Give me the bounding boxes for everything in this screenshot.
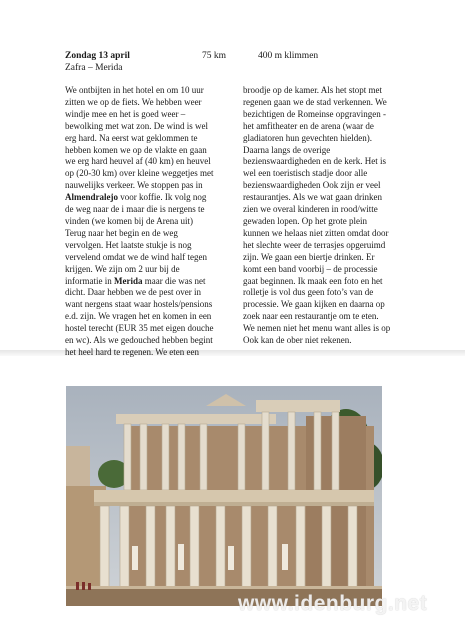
- text-line: [243, 133, 395, 145]
- text-fragment: het amfitheater en de arena (waar de: [243, 120, 374, 131]
- text-line: [243, 204, 395, 216]
- text-fragment: broodje op de kamer. Als het stopt met: [243, 85, 382, 95]
- place-name: Merida: [114, 275, 143, 286]
- text-line: [65, 252, 217, 264]
- text-fragment: en wc). Als we gedouched hebben begint: [65, 335, 213, 346]
- text-line: [243, 109, 395, 121]
- text-fragment: krijgen. We zijn om 2 uur bij de: [65, 263, 180, 274]
- text-line: [65, 287, 217, 299]
- text-fragment: restaurantjes. Als we wat gaan drinken: [243, 192, 382, 203]
- text-line: [65, 168, 217, 180]
- text-line: [65, 276, 217, 288]
- text-line: [243, 287, 395, 299]
- text-fragment: Ook kan de ober niet rekenen.: [243, 335, 352, 346]
- text-column-right: [243, 85, 395, 347]
- header-climb: 400 m klimmen: [258, 51, 319, 61]
- text-fragment: e.d. zijn. We vragen het en komen in een: [65, 311, 212, 322]
- text-fragment: Daarna langs de overige: [243, 144, 331, 155]
- text-line: [65, 204, 217, 216]
- text-line: [243, 264, 395, 276]
- text-line: [243, 311, 395, 323]
- text-line: [243, 168, 395, 180]
- text-fragment: vervolgen. Het laatste stukje is nog: [65, 239, 192, 250]
- text-line: [243, 299, 395, 311]
- text-fragment: op (20-30 km) over kleine weggetjes met: [65, 168, 214, 179]
- text-line: [65, 216, 217, 228]
- text-column-left: [65, 85, 217, 359]
- header-date: Zondag 13 april: [65, 51, 130, 61]
- text-line: [65, 145, 217, 157]
- text-fragment: voor koffie. Ik volg nog: [118, 192, 207, 203]
- text-fragment: we erg hard heuvel af (40 km) en heuvel: [65, 156, 211, 167]
- place-name: Almendralejo: [65, 192, 118, 203]
- text-line: [65, 264, 217, 276]
- text-line: [65, 85, 217, 97]
- header-route: Zafra – Merida: [65, 63, 123, 73]
- text-fragment: zitten we op de fiets. We hebben weer: [65, 96, 202, 107]
- text-fragment: zien we overal kinderen in rood/witte: [243, 204, 378, 215]
- text-line: [65, 192, 217, 204]
- text-fragment: dicht. Daar hebben we de pest over in: [65, 287, 201, 298]
- text-line: [243, 192, 395, 204]
- text-fragment: zoek naar een restaurantje om te eten.: [243, 311, 379, 322]
- text-fragment: rolletje is vol dus geen foto’s van de: [243, 287, 374, 298]
- text-line: [243, 156, 395, 168]
- text-line: [65, 347, 217, 359]
- text-fragment: gewaden lopen. Op het grote plein: [243, 215, 367, 226]
- text-fragment: het slechte weer de terrasjes opgeruimd: [243, 239, 386, 250]
- text-line: [65, 180, 217, 192]
- text-line: [243, 276, 395, 288]
- text-fragment: vervelend omdat we de wind half tegen: [65, 251, 207, 262]
- text-line: [65, 335, 217, 347]
- text-fragment: het heel hard te regenen. We eten een: [65, 346, 200, 357]
- text-fragment: hebben komen we op de vlakte en gaan: [65, 144, 207, 155]
- text-line: [65, 323, 217, 335]
- text-fragment: We nemen niet het menu want alles is op: [243, 323, 391, 334]
- text-line: [65, 228, 217, 240]
- text-fragment: want nergens staat waar hostels/pensions: [65, 299, 213, 310]
- text-fragment: wel een toeristisch stadje door alle: [243, 168, 368, 179]
- text-line: [65, 109, 217, 121]
- text-fragment: We ontbijten in het hotel en om 10 uur: [65, 85, 204, 95]
- roman-theatre-photo: [66, 386, 382, 606]
- text-line: [243, 252, 395, 264]
- text-line: [243, 121, 395, 133]
- text-fragment: hostel terecht (EUR 35 met eigen douche: [65, 323, 214, 334]
- watermark: www.idenburg.net: [238, 592, 428, 615]
- text-line: [243, 335, 395, 347]
- text-fragment: Terug naar het begin en de weg: [65, 227, 178, 238]
- roman-theatre-illustration: [66, 386, 382, 606]
- text-line: [243, 240, 395, 252]
- text-fragment: nauwelijks verkeer. We stoppen pas in: [65, 180, 203, 191]
- text-line: [65, 156, 217, 168]
- text-fragment: informatie in: [65, 275, 114, 286]
- header-distance: 75 km: [202, 51, 227, 61]
- text-line: [243, 216, 395, 228]
- text-line: [65, 299, 217, 311]
- text-fragment: windje mee en het is goed weer –: [65, 108, 186, 119]
- text-fragment: kunnen we helaas niet zitten omdat door: [243, 227, 389, 238]
- text-line: [65, 133, 217, 145]
- text-fragment: processie. We gaan kijken en daarna op: [243, 299, 385, 310]
- text-line: [243, 145, 395, 157]
- text-fragment: maar die was net: [142, 275, 206, 286]
- text-fragment: bezichtigen de Romeinse opgravingen -: [243, 108, 386, 119]
- text-fragment: vinden (we komen bij de Arena uit): [65, 215, 193, 226]
- text-line: [243, 97, 395, 109]
- text-fragment: bewolking met wat zon. De wind is wel: [65, 120, 208, 131]
- text-line: [65, 97, 217, 109]
- text-fragment: bezienswaardigheden en de kerk. Het is: [243, 156, 386, 167]
- text-line: [65, 240, 217, 252]
- text-line: [243, 180, 395, 192]
- text-fragment: komt een band voorbij – de processie: [243, 263, 378, 274]
- text-fragment: gaat beginnen. Ik maak een foto en het: [243, 275, 383, 286]
- text-fragment: erg hard. Na eerst wat geklommen te: [65, 132, 198, 143]
- text-line: [65, 121, 217, 133]
- text-fragment: gladiatoren hun gevechten hielden).: [243, 132, 372, 143]
- text-fragment: regenen gaan we de stad verkennen. We: [243, 96, 387, 107]
- text-fragment: de weg naar de i maar die is nergens te: [65, 204, 205, 215]
- text-line: [243, 228, 395, 240]
- text-fragment: bezienswaardigheden Ook zijn er veel: [243, 180, 381, 191]
- text-line: [243, 323, 395, 335]
- text-line: [65, 311, 217, 323]
- text-line: [243, 85, 395, 97]
- text-fragment: zijn. We gaan een biertje drinken. Er: [243, 251, 375, 262]
